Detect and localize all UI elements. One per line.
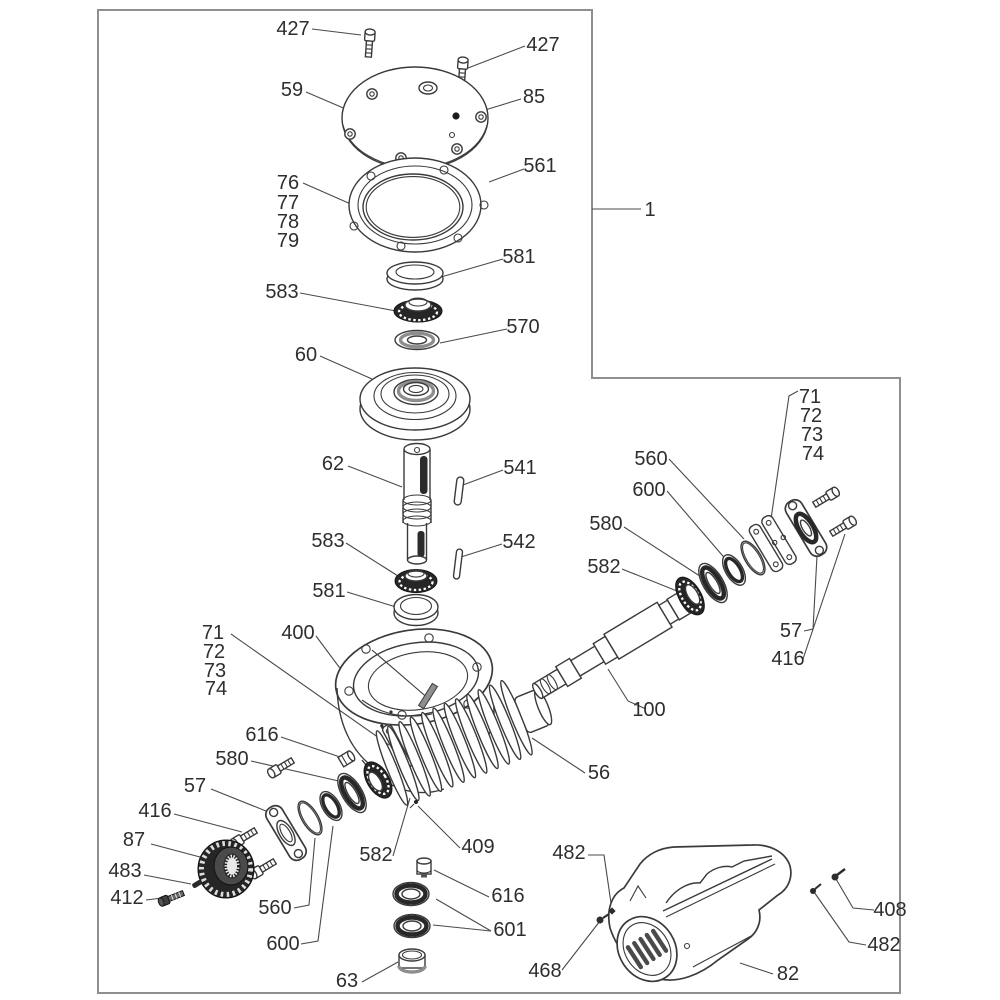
callout-600-right: 600 (632, 479, 666, 501)
leader-62 (348, 466, 402, 487)
leader-427-top (312, 29, 361, 35)
callout-74-right: 74 (801, 443, 825, 465)
part-468-screw (597, 914, 610, 924)
callout-87: 87 (122, 829, 146, 851)
callout-561: 561 (523, 155, 557, 177)
leader-lines (144, 29, 874, 982)
callout-78: 78 (276, 211, 300, 233)
callout-601: 601 (493, 919, 527, 941)
leader-59 (306, 92, 348, 110)
callout-600-left: 600 (266, 933, 300, 955)
leader-616-left (281, 737, 340, 757)
part-85-plug (452, 112, 459, 119)
leader-482-left (588, 855, 612, 910)
leader-600-left (301, 826, 333, 944)
callout-59: 59 (280, 79, 304, 101)
callout-427-top: 427 (276, 18, 310, 40)
callout-73-left: 73 (203, 660, 227, 682)
callout-482-right: 482 (867, 934, 901, 956)
leader-583-top (300, 293, 396, 311)
callout-57-left: 57 (183, 775, 207, 797)
callout-580-left: 580 (215, 748, 249, 770)
leader-57-left (211, 789, 271, 813)
callout-71-left: 71 (201, 622, 225, 644)
callout-542: 542 (502, 531, 536, 553)
callout-408: 408 (873, 899, 907, 921)
callout-60: 60 (294, 344, 318, 366)
leader-581-mid (347, 592, 396, 607)
part-561-gasket (349, 158, 488, 252)
part-542-key (453, 549, 463, 580)
part-583-bearing-mid (395, 570, 437, 593)
keyway-slot-lower (418, 531, 425, 557)
leader-82 (740, 963, 773, 974)
leader-583-mid (346, 543, 398, 576)
callout-616-left: 616 (245, 724, 279, 746)
leader-582-center (393, 798, 410, 856)
part-482-screw-right (810, 884, 821, 894)
part-581-seal-mid (394, 595, 438, 626)
leader-561 (489, 169, 524, 182)
part-601-seal-lower (394, 915, 430, 938)
callout-100: 100 (632, 699, 666, 721)
callout-616-center: 616 (491, 885, 525, 907)
part-412-screw (157, 889, 185, 907)
leader-601 (433, 899, 491, 931)
callout-79: 79 (276, 230, 300, 252)
callout-77: 77 (276, 192, 300, 214)
leader-570 (440, 329, 507, 343)
leader-616-center (434, 870, 489, 897)
callout-570: 570 (506, 316, 540, 338)
plug-tip (421, 874, 427, 878)
part-581-seal-top (387, 262, 443, 290)
leader-409 (418, 806, 460, 848)
callout-400: 400 (281, 622, 315, 644)
leader-580-left (251, 761, 343, 782)
callout-482-left: 482 (552, 842, 586, 864)
leader-76 (303, 183, 353, 205)
leader-63 (362, 962, 398, 982)
part-59-bearing-cover (342, 67, 488, 169)
callout-82: 82 (776, 963, 800, 985)
callout-72-left: 72 (202, 641, 226, 663)
callout-57-right: 57 (779, 620, 803, 642)
part-570-washer (395, 331, 439, 350)
part-409-pin (410, 800, 418, 808)
callout-assembly-1: 1 (644, 199, 656, 221)
leader-408 (836, 879, 874, 910)
part-400-pin-dot (389, 710, 392, 713)
leader-541 (463, 470, 503, 485)
callout-483: 483 (108, 860, 142, 882)
callout-416-right: 416 (771, 648, 805, 670)
part-601-seal-upper (393, 883, 429, 906)
leader-468 (562, 921, 600, 970)
callout-427-right: 427 (526, 34, 560, 56)
leader-542 (461, 544, 502, 557)
callout-71-right: 71 (798, 386, 822, 408)
part-60-pulley (360, 368, 470, 440)
leader-56 (532, 738, 585, 773)
callout-582-right: 582 (587, 556, 621, 578)
callout-73-right: 73 (800, 424, 824, 446)
callout-409: 409 (461, 836, 495, 858)
callout-560-left: 560 (258, 897, 292, 919)
callout-581-mid: 581 (312, 580, 346, 602)
callout-56: 56 (587, 762, 611, 784)
part-bolt-left-upper (266, 756, 295, 779)
callout-580-right: 580 (589, 513, 623, 535)
leader-87 (151, 844, 200, 857)
part-541-key (454, 477, 464, 506)
leader-483 (144, 875, 191, 884)
callout-74-left: 74 (204, 678, 228, 700)
callout-85: 85 (522, 86, 546, 108)
cover-boss (419, 82, 437, 94)
part-63-spacer (399, 949, 425, 972)
callout-583-mid: 583 (311, 530, 345, 552)
callout-541: 541 (503, 457, 537, 479)
callout-63: 63 (335, 970, 359, 992)
part-616-plug-center (417, 858, 431, 878)
leader-427-right (468, 46, 525, 68)
part-408-screw (832, 869, 846, 881)
callout-560-right: 560 (634, 448, 668, 470)
part-100-pump-shaft (528, 588, 696, 705)
leader-581-top (441, 259, 503, 277)
part-416-bolt-right-lower (829, 515, 858, 538)
callout-416-left: 416 (138, 800, 172, 822)
leader-60 (320, 356, 372, 379)
part-583-bearing-top (394, 298, 442, 322)
leader-416-left (174, 814, 242, 832)
leader-600-right (667, 491, 728, 562)
leader-482-right (814, 892, 866, 945)
callout-62: 62 (321, 453, 345, 475)
callout-581-top: 581 (502, 246, 536, 268)
callout-412: 412 (110, 887, 144, 909)
part-87-gear (198, 840, 254, 898)
callout-468: 468 (528, 960, 562, 982)
leader-580-right (624, 527, 706, 580)
part-416-bolt-right-upper (812, 486, 841, 509)
part-427-screw-top (363, 29, 375, 58)
callout-582-center: 582 (359, 844, 393, 866)
leader-560-right (669, 459, 744, 539)
callout-76: 76 (276, 172, 300, 194)
part-62-crankshaft (403, 444, 431, 565)
callout-72-right: 72 (799, 405, 823, 427)
keyway-slot-upper (420, 456, 428, 494)
leader-57-right (804, 556, 817, 631)
part-616-plug-left (338, 750, 356, 767)
callout-583-top: 583 (265, 281, 299, 303)
leader-582-right (622, 569, 677, 591)
